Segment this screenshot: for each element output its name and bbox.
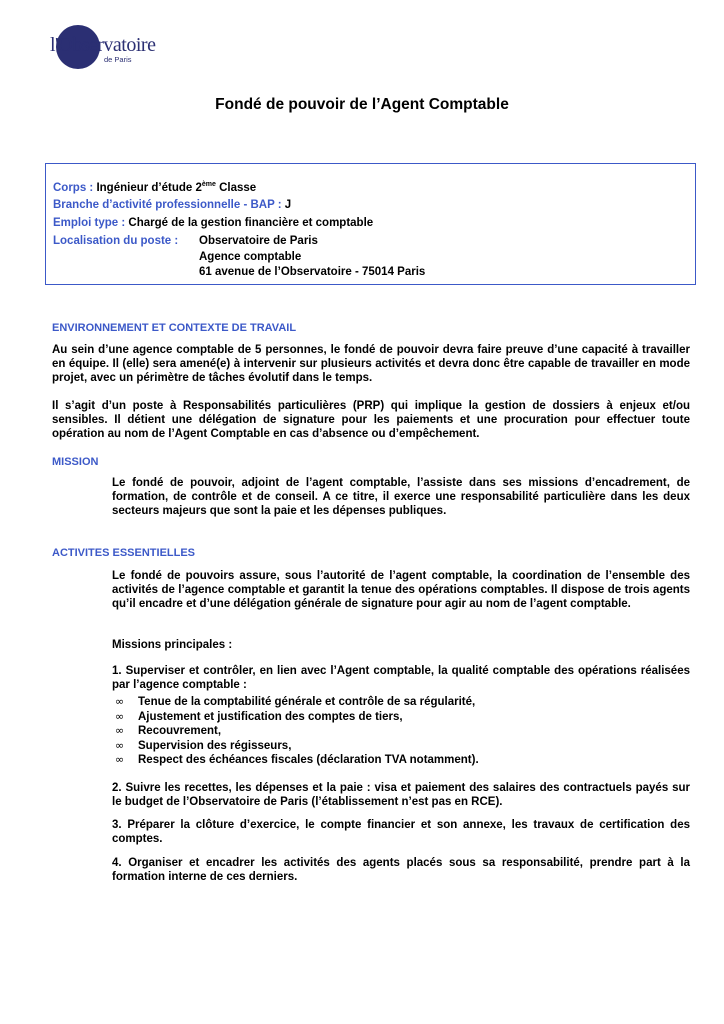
- bullet-text: Respect des échéances fiscales (déclaration TVA notamment).: [138, 754, 479, 766]
- corps-line: [53, 181, 256, 194]
- bullet-text: Ajustement et justification des comptes de tiers,: [138, 710, 403, 723]
- page-title: Fondé de pouvoir de l’Agent Comptable: [215, 96, 509, 113]
- list-item: [112, 695, 690, 710]
- mission-item-4: 4. Organiser et encadrer les activités des agents placés sous sa responsabilité, prendre part à la formation interne de ces derniers.: [112, 857, 690, 883]
- mission-item-3: 3. Préparer la clôture d’exercice, le compte financier et son annexe, les travaux de certification des comptes.: [112, 819, 690, 845]
- emploi-line: [53, 217, 373, 229]
- list-item: [112, 724, 690, 739]
- list-item: [112, 710, 690, 725]
- environnement-paragraph-1: Au sein d’une agence comptable de 5 personnes, le fondé de pouvoir devra faire preuve d’une capacité à travailler en équipe. Il (elle) sera amené(e) à intervenir sur plusieurs activités et devra donc être capable de travailler en mode projet, avec un périmètre de tâches évolutif dans le temps.: [52, 344, 690, 384]
- logo-text: l'Observatoire: [50, 34, 156, 56]
- branche-line: [53, 199, 291, 211]
- mission-item-2: 2. Suivre les recettes, les dépenses et la paie : visa et paiement des salaires des contractuels payés sur le budget de l’Observatoire de Paris (l’établissement n’est pas en RCE).: [112, 782, 690, 808]
- localisation-line-2: Agence comptable: [199, 251, 302, 263]
- corps-value-post: Classe: [219, 182, 257, 194]
- branche-label: Branche d’activité professionnelle - BAP :: [53, 199, 282, 211]
- mission-1-bullet-list: [112, 695, 690, 768]
- section-title-activites: ACTIVITES ESSENTIELLES: [52, 547, 196, 559]
- emploi-label: Emploi type :: [53, 217, 126, 229]
- corps-label: Corps :: [53, 182, 94, 194]
- list-item: [112, 753, 690, 768]
- missions-heading: Missions principales :: [112, 639, 233, 651]
- section-title-environnement: ENVIRONNEMENT ET CONTEXTE DE TRAVAIL: [52, 322, 297, 334]
- infinity-bullet-icon: ∞: [115, 709, 125, 723]
- infinity-bullet-icon: ∞: [115, 753, 125, 766]
- bullet-text: Recouvrement,: [138, 725, 222, 737]
- logo-subtext: de Paris: [104, 55, 132, 64]
- localisation-label: Localisation du poste :: [53, 235, 179, 247]
- branche-value: J: [284, 199, 292, 211]
- bullet-text: Supervision des régisseurs,: [138, 739, 292, 752]
- bullet-text: Tenue de la comptabilité générale et contrôle de sa régularité,: [138, 696, 476, 708]
- corps-value: Ingénieur d’étude 2: [96, 182, 202, 194]
- mission-item-1: 1. Superviser et contrôler, en lien avec l’Agent comptable, la qualité comptable des opérations réalisées par l’agence comptable :: [112, 665, 690, 691]
- observatoire-logo: [46, 22, 176, 72]
- infinity-bullet-icon: ∞: [115, 724, 125, 737]
- environnement-paragraph-2: Il s’agit d’un poste à Responsabilités particulières (PRP) qui implique la gestion de dossiers à enjeux et/ou sensibles. Il détient une délégation de signature pour les paiements et une procuration pour effectuer toute opération au nom de l’Agent Comptable en cas d’absence ou d’empêchement.: [52, 400, 690, 440]
- section-title-mission: MISSION: [52, 456, 99, 468]
- corps-sup: ème: [201, 181, 216, 188]
- list-item: [112, 739, 690, 754]
- localisation-label-line: [53, 235, 178, 247]
- emploi-value: Chargé de la gestion financière et comptable: [128, 217, 374, 229]
- mission-paragraph: Le fondé de pouvoir, adjoint de l’agent comptable, l’assiste dans ses missions d’encadrement, de formation, de contrôle et de conseil. A ce titre, il exerce une responsabilité particulière dans les deux secteurs majeurs que sont la paie et les dépenses publiques.: [112, 477, 690, 517]
- localisation-line-3: 61 avenue de l’Observatoire - 75014 Paris: [199, 266, 426, 278]
- infinity-bullet-icon: ∞: [115, 695, 125, 708]
- activites-paragraph: Le fondé de pouvoirs assure, sous l’autorité de l’agent comptable, la coordination de l’ensemble des activités de l’agence comptable et garantit la tenue des opérations comptables. Il dispose de trois agents qu’il encadre et d’une délégation générale de signature pour agir au nom de l’agent comptable.: [112, 570, 690, 610]
- localisation-line-1: Observatoire de Paris: [199, 235, 318, 247]
- infinity-bullet-icon: ∞: [115, 738, 125, 752]
- job-info-box: [45, 163, 696, 285]
